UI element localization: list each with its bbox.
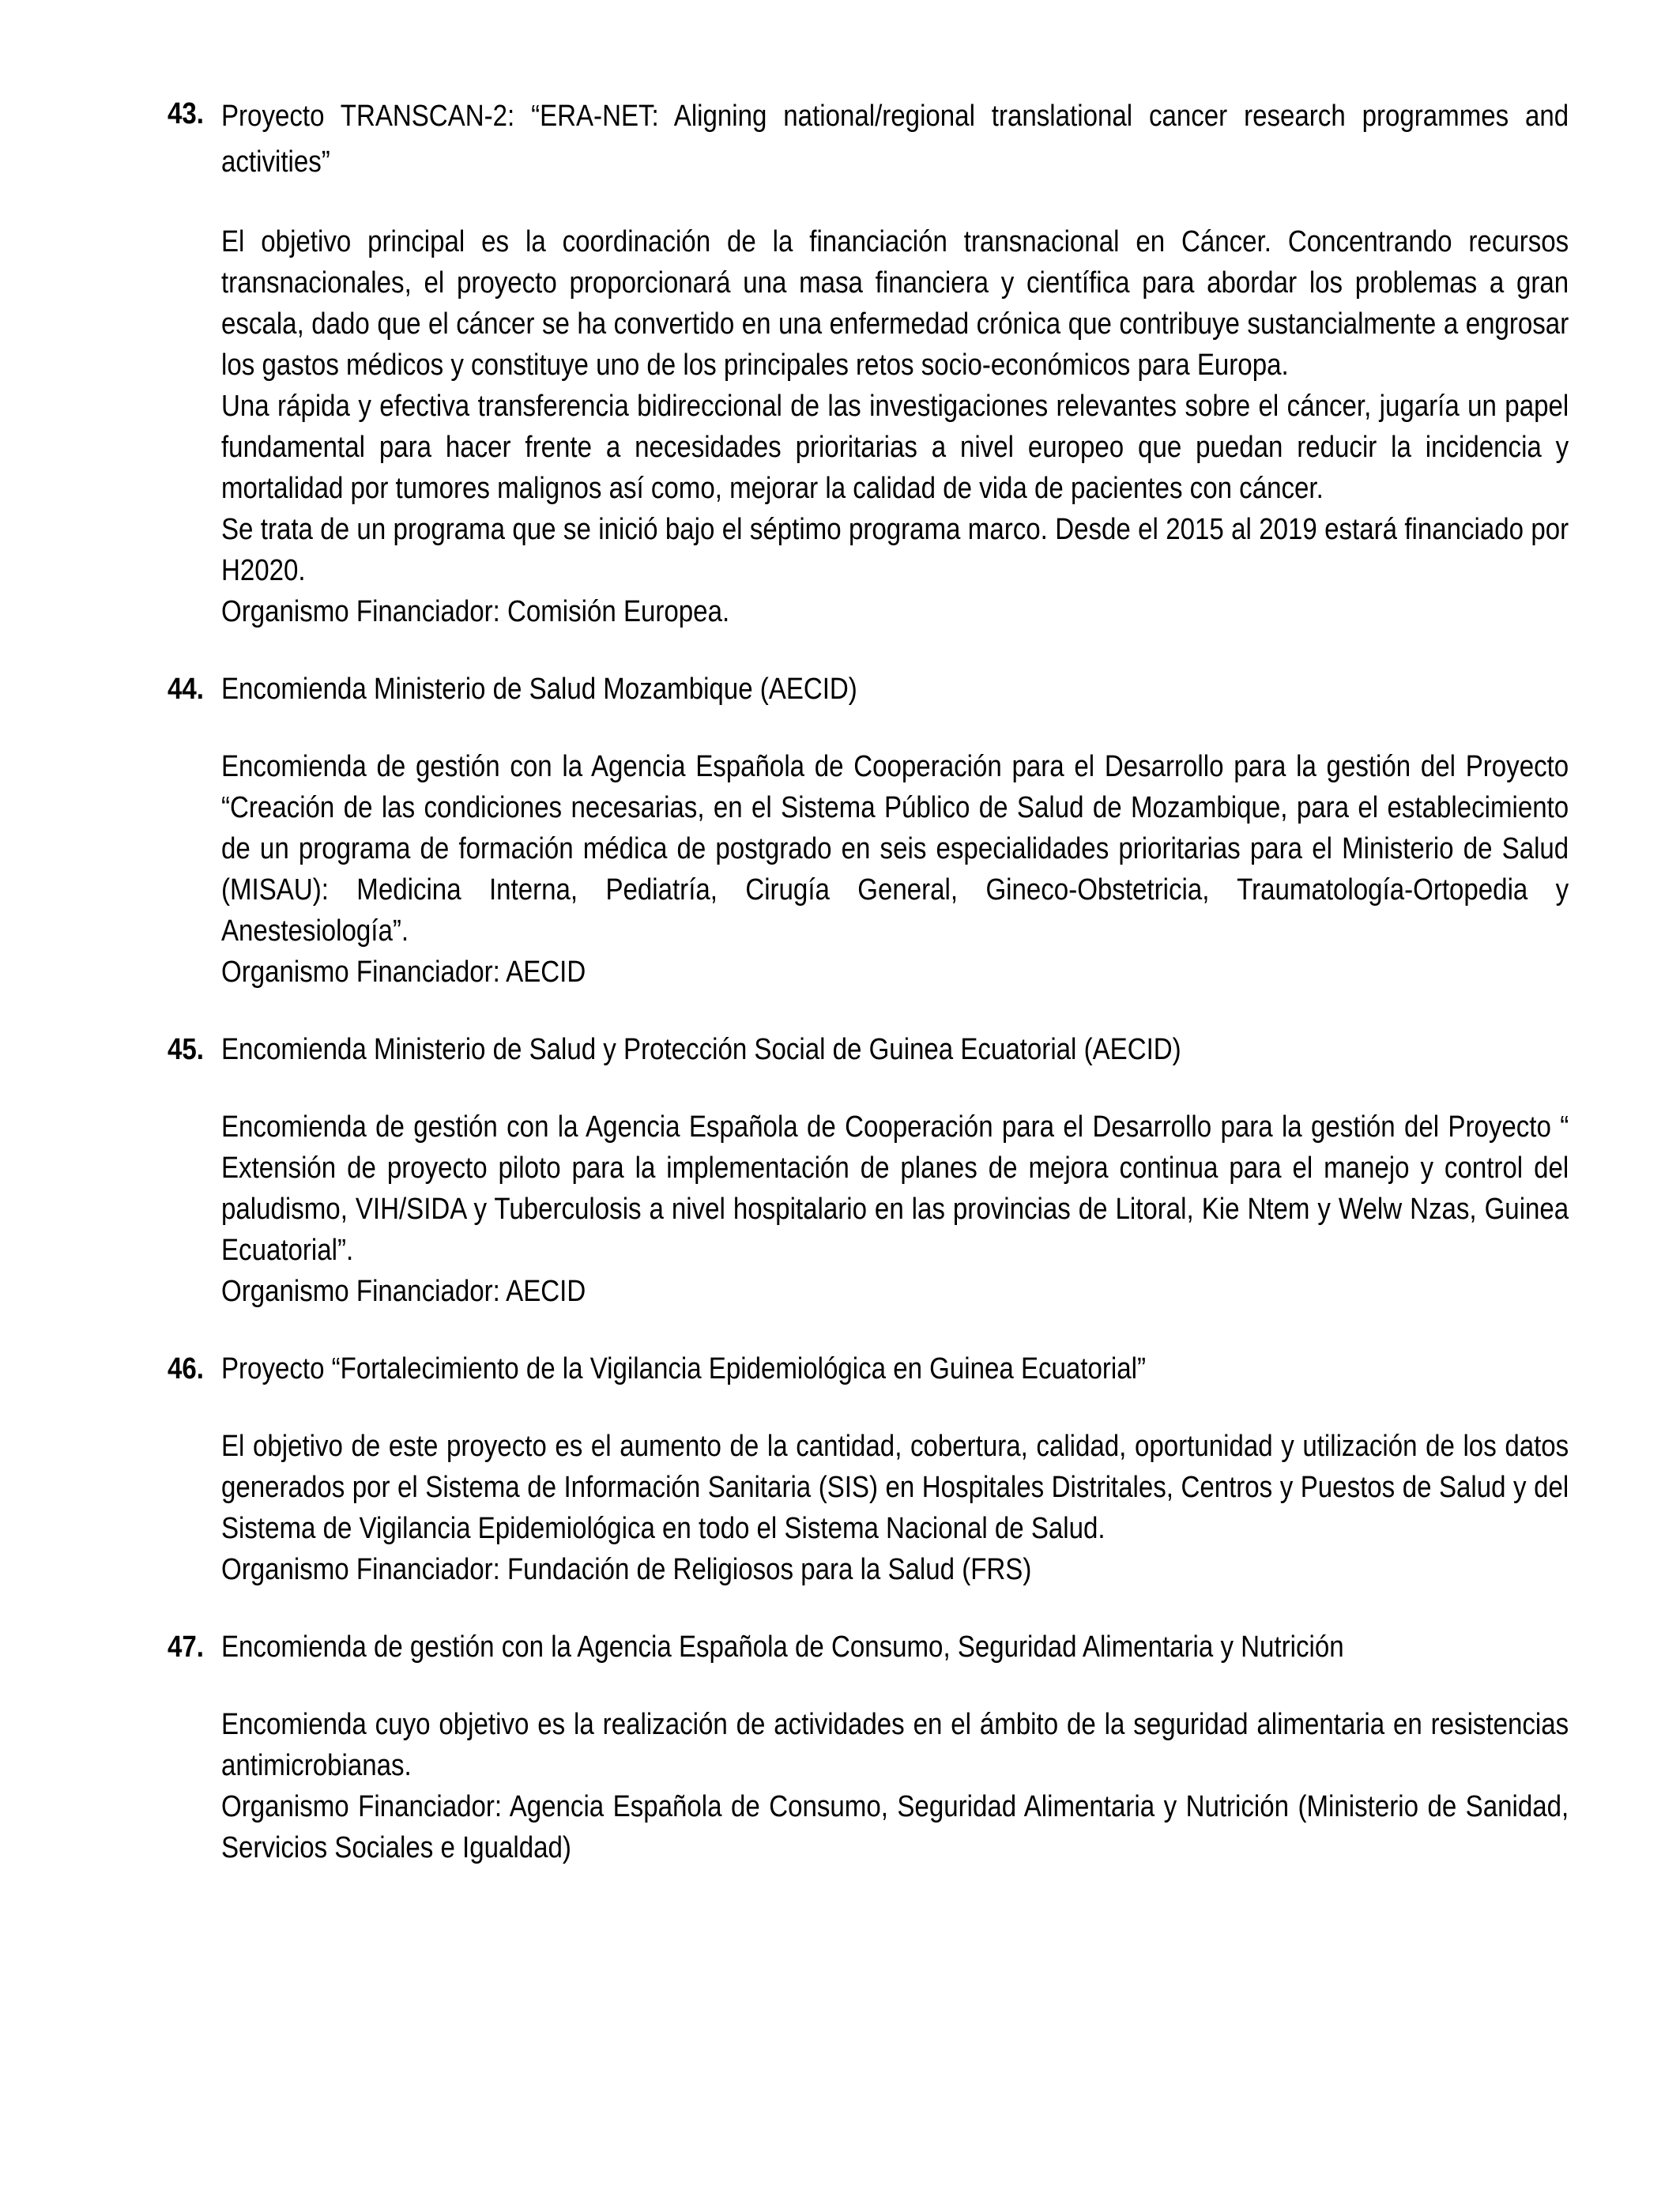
paragraph: Se trata de un programa que se inició bajo el séptimo programa marco. Desde el 2015 al 2019 estará financiado por H2020. [221,513,1569,587]
item-number: 45. [168,1033,204,1066]
paragraph: Encomienda cuyo objetivo es la realización de actividades en el ámbito de la seguridad alimentaria en resistencias antimicrobianas. [221,1708,1569,1782]
funding-line: Organismo Financiador: Comisión Europea. [221,595,730,628]
item-number: 44. [168,673,204,706]
list-item-47 [168,1627,1569,1868]
paragraph: Encomienda de gestión con la Agencia Española de Cooperación para el Desarrollo para la gestión del Proyecto “ Extensión de proyecto piloto para la implementación de planes de mejora continua para el manejo y control del paludismo, VIH/SIDA y Tuberculosis a nivel hospitalario en las provincias de Litoral, Kie Ntem y Welw Nzas, Guinea Ecuatorial”. [221,1110,1569,1267]
item-title: Encomienda Ministerio de Salud Mozambique (AECID) [221,673,857,706]
item-number: 46. [168,1352,204,1385]
paragraph: Una rápida y efectiva transferencia bidireccional de las investigaciones relevantes sobre el cáncer, jugaría un papel fundamental para hacer frente a necesidades prioritarias a nivel europeo que puedan reducir la incidencia y mortalidad por tumores malignos así como, mejorar la calidad de vida de pacientes con cáncer. [221,390,1569,505]
paragraph: Encomienda de gestión con la Agencia Española de Cooperación para el Desarrollo para la gestión del Proyecto “Creación de las condiciones necesarias, en el Sistema Público de Salud de Mozambique, para el establecimiento de un programa de formación médica de postgrado en seis especialidades prioritarias para el Ministerio de Salud (MISAU): Medicina Interna, Pediatría, Cirugía General, Gineco-Obstetricia, Traumatología-Ortopedia y Anestesiología”. [221,750,1569,948]
item-body [221,221,1569,632]
list-item-46 [168,1348,1569,1590]
item-number: 47. [168,1630,204,1664]
funding-line: Organismo Financiador: Agencia Española de Consumo, Seguridad Alimentaria y Nutrición (Ministerio de Sanidad, Servicios Sociales e Igualdad) [221,1790,1569,1864]
list-item-43 [168,93,1569,632]
paragraph: El objetivo principal es la coordinación de la financiación transnacional en Cáncer. Concentrando recursos transnacionales, el proyecto proporcionará una masa financiera y científica para abordar los problemas a gran escala, dado que el cáncer se ha convertido en una enfermedad crónica que contribuye sustancialmente a engrosar los gastos médicos y constituye uno de los principales retos socio-económicos para Europa. [221,225,1569,382]
funding-line: Organismo Financiador: AECID [221,1275,586,1308]
funding-line: Organismo Financiador: AECID [221,956,586,989]
list-item-44 [168,669,1569,993]
item-title: Proyecto “Fortalecimiento de la Vigilancia Epidemiológica en Guinea Ecuatorial” [221,1352,1146,1385]
item-body [221,746,1569,993]
item-title: Proyecto TRANSCAN-2: “ERA-NET: Aligning national/regional translational cancer research programmes and activities” [221,100,1569,179]
paragraph: El objetivo de este proyecto es el aumento de la cantidad, cobertura, calidad, oportunidad y utilización de los datos generados por el Sistema de Información Sanitaria (SIS) en Hospitales Distritales, Centros y Puestos de Salud y del Sistema de Vigilancia Epidemiológica en todo el Sistema Nacional de Salud. [221,1430,1569,1545]
item-title: Encomienda Ministerio de Salud y Protección Social de Guinea Ecuatorial (AECID) [221,1033,1181,1066]
item-title: Encomienda de gestión con la Agencia Española de Consumo, Seguridad Alimentaria y Nutrición [221,1630,1344,1664]
item-number: 43. [168,97,204,130]
list-item-45 [168,1029,1569,1312]
funding-line: Organismo Financiador: Fundación de Religiosos para la Salud (FRS) [221,1553,1032,1586]
item-body [221,1704,1569,1868]
item-body [221,1426,1569,1590]
item-body [221,1106,1569,1312]
